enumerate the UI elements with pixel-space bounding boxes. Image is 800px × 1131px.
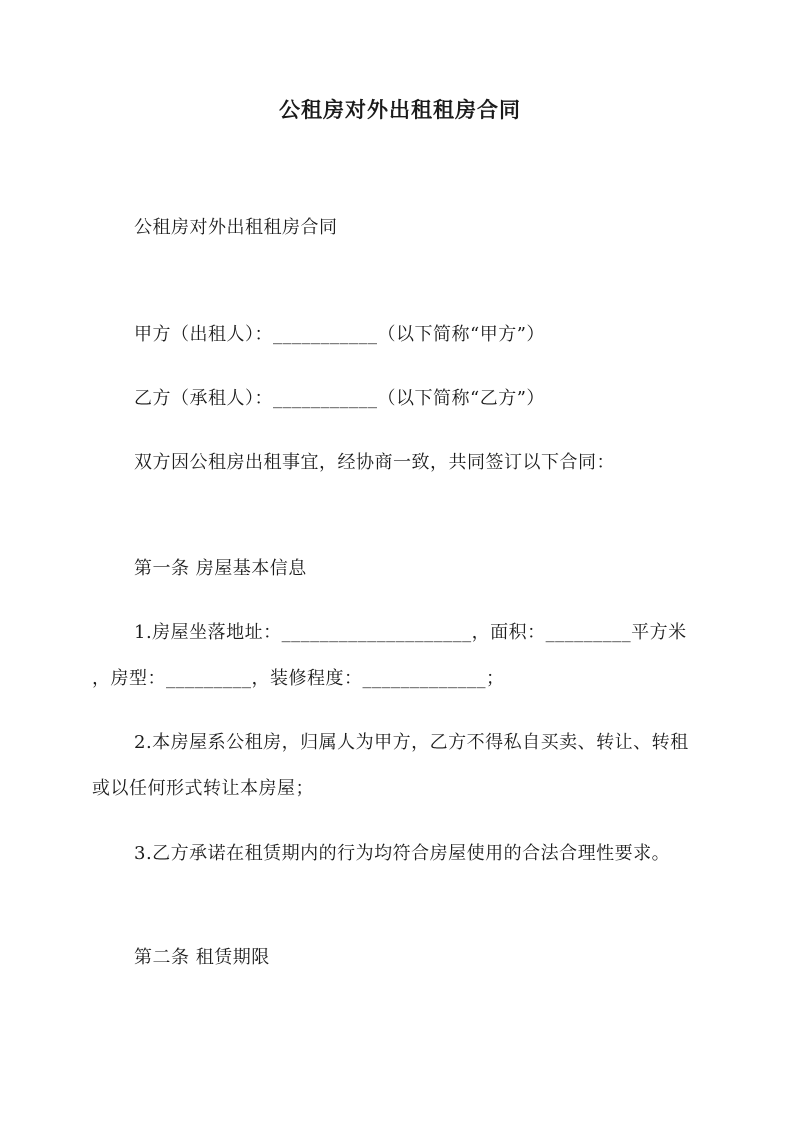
party-a-line: 甲方（出租人）：___________（以下简称“甲方”） (134, 324, 545, 345)
document-subtitle: 公租房对外出租租房合同 (134, 217, 338, 238)
article1-item1-line1: 1.房屋坐落地址：____________________，面积：_________平方米 (134, 622, 687, 643)
article2-heading: 第二条 租赁期限 (134, 947, 270, 968)
intro-paragraph: 双方因公租房出租事宜，经协商一致，共同签订以下合同： (134, 452, 615, 473)
article1-item1-line2: ，房型：_________，装修程度：_____________； (92, 668, 505, 689)
party-b-line: 乙方（承租人）：___________（以下简称“乙方”） (134, 388, 545, 409)
article1-item2-line2: 或以任何形式转让本房屋； (92, 778, 314, 799)
article1-item2-line1: 2.本房屋系公租房，归属人为甲方，乙方不得私自买卖、转让、转租 (134, 732, 689, 753)
article1-heading: 第一条 房屋基本信息 (134, 558, 307, 579)
document-title: 公租房对外出租租房合同 (279, 97, 521, 122)
article1-item3: 3.乙方承诺在租赁期内的行为均符合房屋使用的合法合理性要求。 (134, 843, 671, 864)
